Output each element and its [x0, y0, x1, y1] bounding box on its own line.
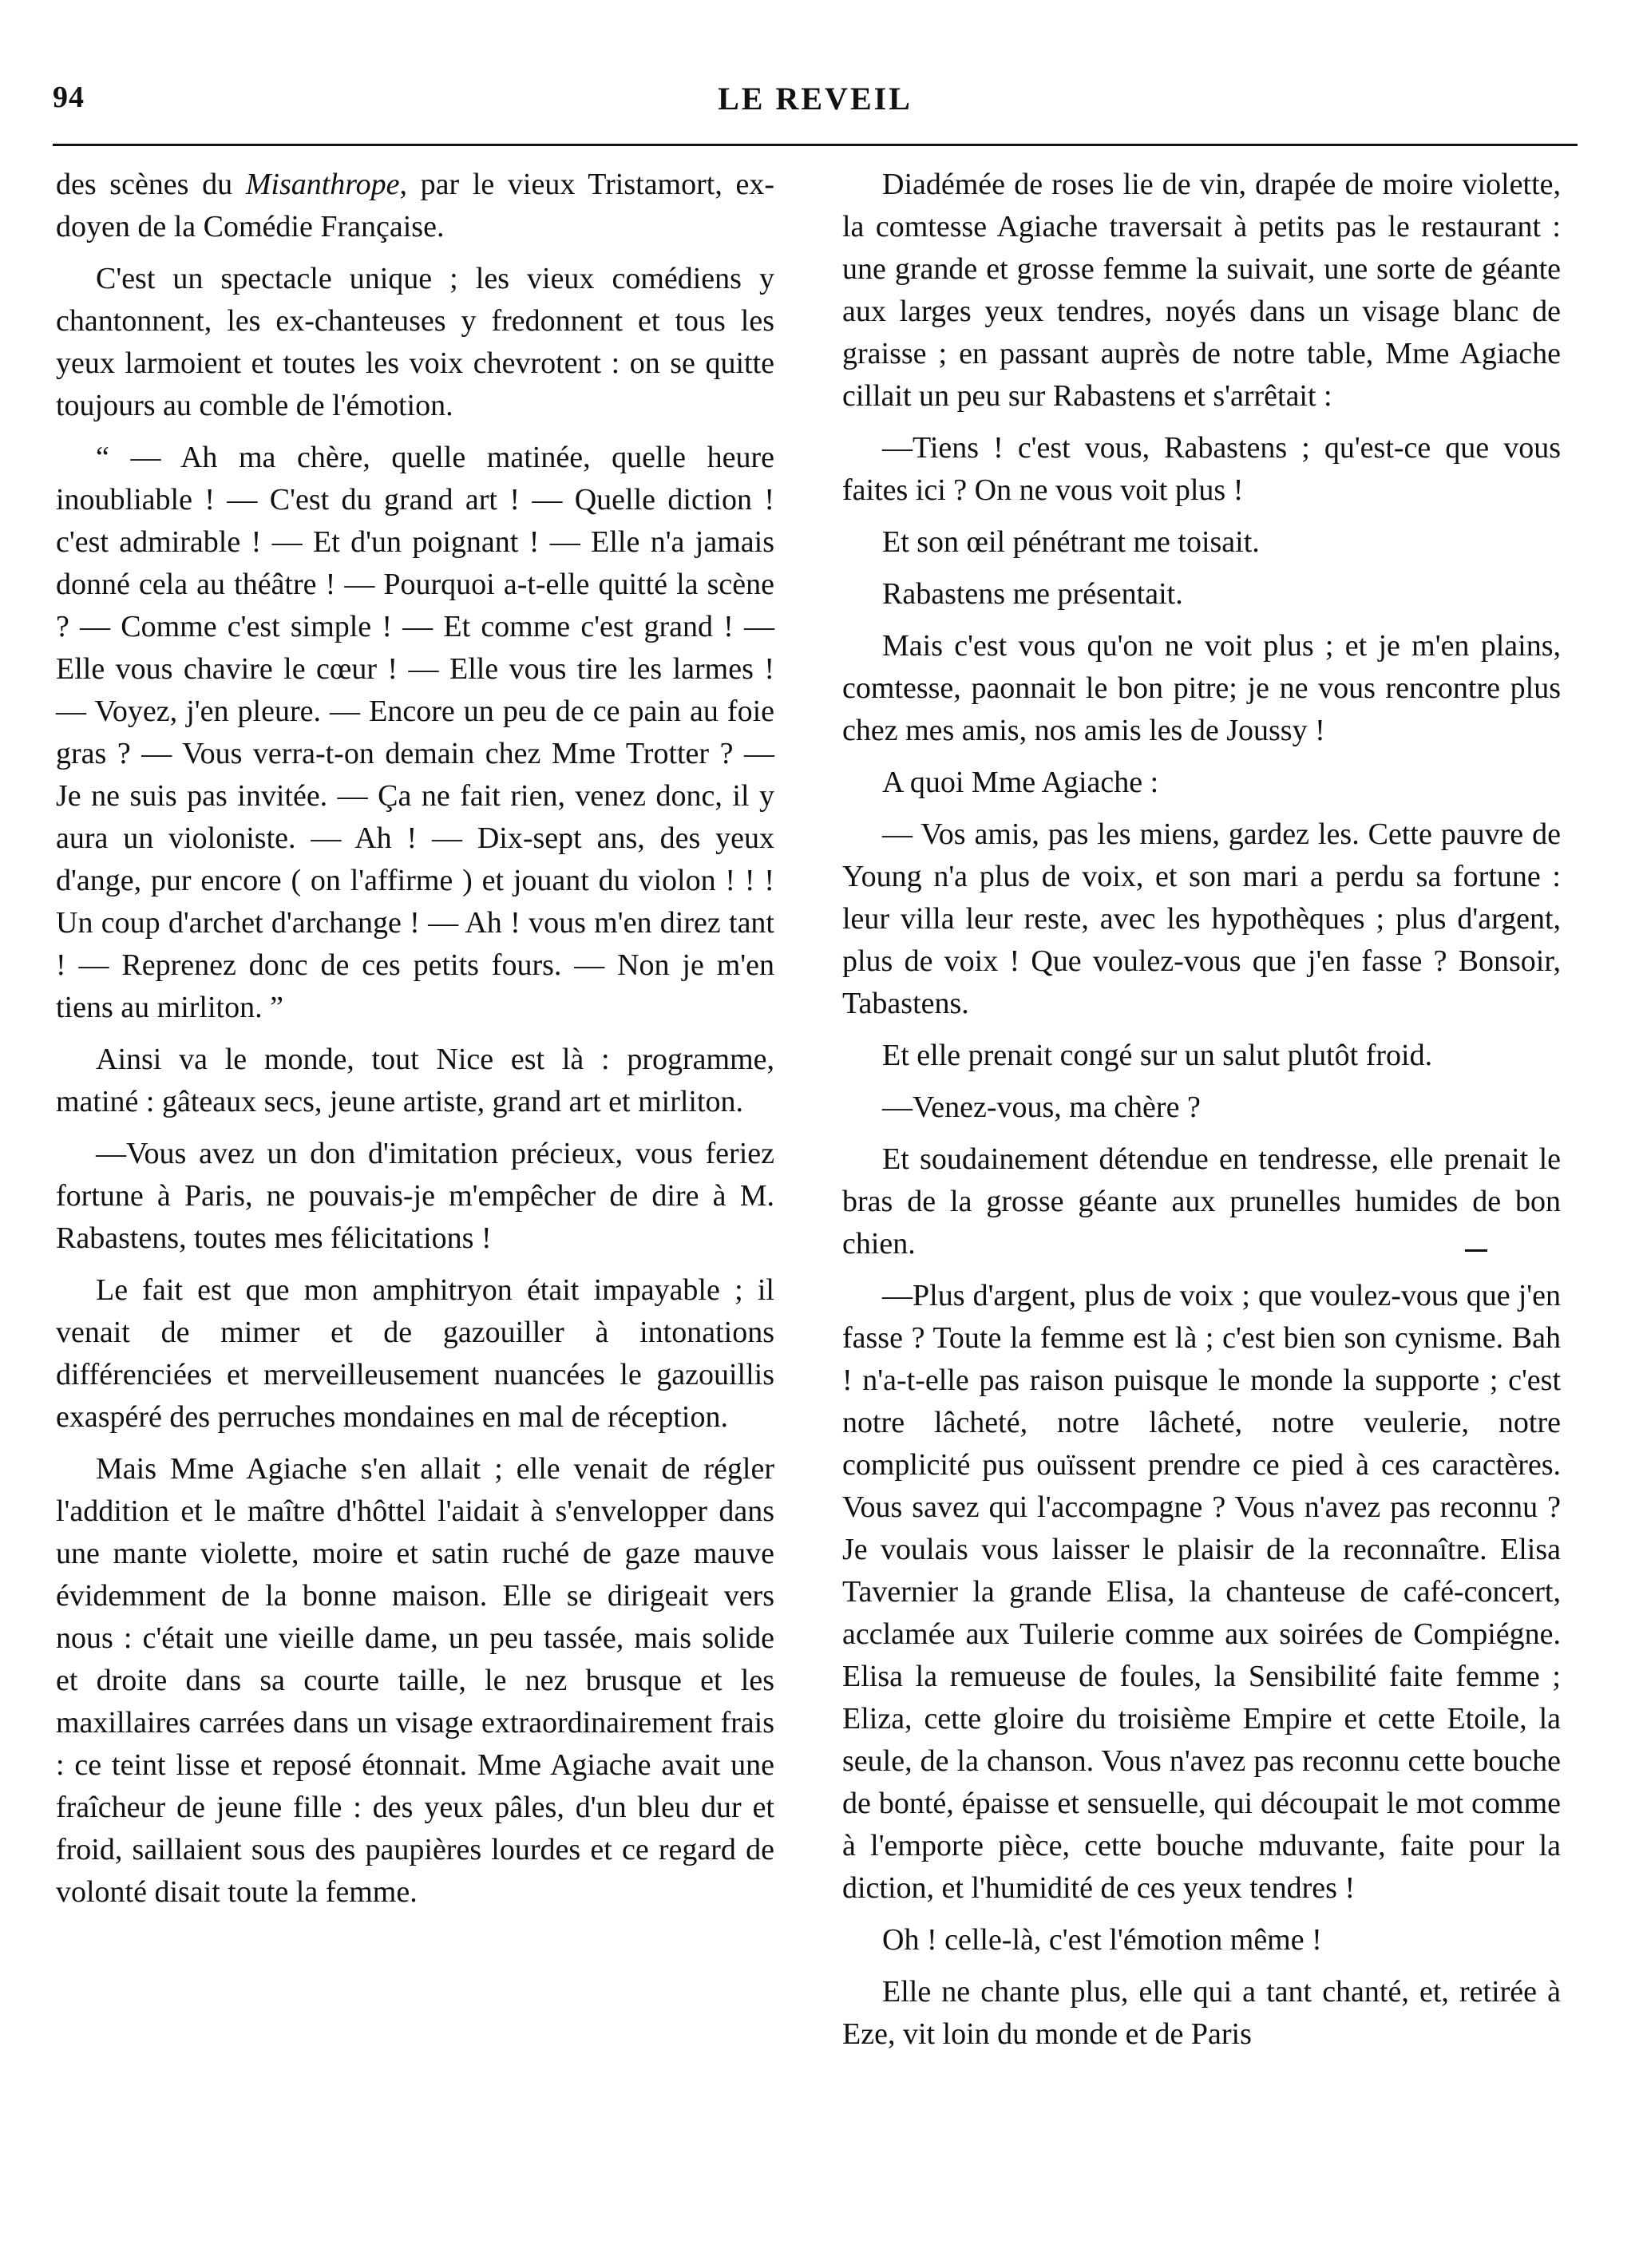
paragraph: C'est un spectacle unique ; les vieux comédiens y chantonnent, les ex-chanteuses y fredonnent et tous les yeux larmoient et toutes les voix chevrotent : on se quitte toujours au comble de l'émotion. [56, 262, 774, 422]
paragraph: A quoi Mme Agiache : [882, 766, 1159, 799]
paragraph: —Vous avez un don d'imitation précieux, vous feriez fortune à Paris, ne pouvais-je m'empêcher de dire à M. Rabastens, toutes mes félicitations ! [56, 1137, 774, 1255]
paragraph: Le fait est que mon amphitryon était impayable ; il venait de mimer et de gazouiller à intonations différenciées et merveilleusement nuancées le gazouillis exaspéré des perruches mondaines en mal de réception. [56, 1273, 774, 1434]
paragraph: Et elle prenait congé sur un salut plutôt froid. [882, 1039, 1433, 1072]
left-column [56, 164, 774, 1923]
header-rule [53, 144, 1578, 146]
paragraph: “ — Ah ma chère, quelle matinée, quelle heure inoubliable ! — C'est du grand art ! — Quelle diction ! c'est admirable ! — Et d'un poignant ! — Elle n'a jamais donné cela au théâtre ! — Pourquoi a-t-elle quitté la scène ? — Comme c'est simple ! — Et comme c'est grand ! — Elle vous chavire le cœur ! — Elle vous tire les larmes ! — Voyez, j'en pleure. — Encore un peu de ce pain au foie gras ? — Vous verra-t-on demain chez Mme Trotter ? — Je ne suis pas invitée. — Ça ne fait rien, venez donc, il y aura un violoniste. — Ah ! — Dix-sept ans, des yeux d'ange, pur encore ( on l'affirme ) et jouant du violon ! ! ! Un coup d'archet d'archange ! — Ah ! vous m'en direz tant ! — Reprenez donc de ces petits fours. — Non je m'en tiens au mirliton. ” [56, 441, 774, 1024]
paragraph: —Plus d'argent, plus de voix ; que voulez-vous que j'en fasse ? Toute la femme est là ; c'est bien son cynisme. Bah ! n'a-t-elle pas raison puisque le monde la supporte ; c'est notre lâcheté, notre lâcheté, notre veulerie, notre complicité pus ouïssent prendre ce pied à ces caractères. Vous savez qui l'accompagne ? Vous n'avez pas reconnu ? Je voulais vous laisser le plaisir de la reconnaître. Elisa Tavernier la grande Elisa, la chanteuse de café-concert, acclamée aux Tuilerie comme aux soirées de Compiégne. Elisa la remueuse de foules, la Sensibilité faite femme ; Eliza, cette gloire du troisième Empire et cette Etoile, la seule, de la chanson. Vous n'avez pas reconnu cette bouche de bonté, épaisse et sensuelle, qui découpait le mot comme à l'emporte pièce, cette bouche mduvante, faite pour la diction, et l'humidité de ces yeux tendres ! [842, 1279, 1561, 1905]
work-title: Misanthrope [245, 168, 400, 201]
page-number: 94 [53, 81, 85, 114]
right-column [842, 164, 1561, 2065]
paragraph: Et son œil pénétrant me toisait. [882, 525, 1260, 559]
paragraph-text: des scènes du [56, 168, 246, 201]
paragraph: Rabastens me présentait. [882, 577, 1183, 611]
paragraph: Et soudainement détendue en tendresse, elle prenait le bras de la grosse géante aux prunelles humides de bon chien. [842, 1142, 1561, 1261]
section-dash [1465, 1249, 1487, 1252]
paragraph: — Vos amis, pas les miens, gardez les. Cette pauvre de Young n'a plus de voix, et son mari a perdu sa fortune : leur villa leur reste, avec les hypothèques ; plus d'argent, plus de voix ! Que voulez-vous que j'en fasse ? Bonsoir, Tabastens. [842, 817, 1561, 1020]
paragraph-text: , par le vieux Tristamort, ex-doyen de la Comédie Française. [56, 168, 774, 243]
page-header [53, 80, 1578, 136]
paragraph: Elle ne chante plus, elle qui a tant chanté, et, retirée à Eze, vit loin du monde et de Paris [842, 1975, 1561, 2051]
running-title: LE REVEIL [718, 81, 913, 117]
paragraph: Mais c'est vous qu'on ne voit plus ; et je m'en plains, comtesse, paonnait le bon pitre; je ne vous rencontre plus chez mes amis, nos amis les de Joussy ! [842, 629, 1561, 747]
paragraph [56, 164, 774, 248]
paragraph: Mais Mme Agiache s'en allait ; elle venait de régler l'addition et le maître d'hôttel l'aidait à s'envelopper dans une mante violette, moire et satin ruché de gaze mauve évidemment de la bonne maison. Elle se dirigeait vers nous : c'était une vieille dame, un peu tassée, mais solide et droite dans sa courte taille, le nez brusque et les maxillaires carrées dans un visage extraordinairement frais : ce teint lisse et reposé étonnait. Mme Agiache avait une fraîcheur de jeune fille : des yeux pâles, d'un bleu dur et froid, saillaient sous des paupières lourdes et ce regard de volonté disait toute la femme. [56, 1452, 774, 1909]
paragraph: Ainsi va le monde, tout Nice est là : programme, matiné : gâteaux secs, jeune artiste, grand art et mirliton. [56, 1043, 774, 1118]
paragraph: Diadémée de roses lie de vin, drapée de moire violette, la comtesse Agiache traversait à petits pas le restaurant : une grande et grosse femme la suivait, une sorte de géante aux larges yeux tendres, noyés dans un visage blanc de graisse ; en passant auprès de notre table, Mme Agiache cillait un peu sur Rabastens et s'arrêtait : [842, 168, 1561, 413]
paragraph: Oh ! celle-là, c'est l'émotion même ! [882, 1923, 1322, 1957]
paragraph: —Tiens ! c'est vous, Rabastens ; qu'est-ce que vous faites ici ? On ne vous voit plus ! [842, 431, 1561, 507]
paragraph: —Venez-vous, ma chère ? [882, 1090, 1201, 1124]
